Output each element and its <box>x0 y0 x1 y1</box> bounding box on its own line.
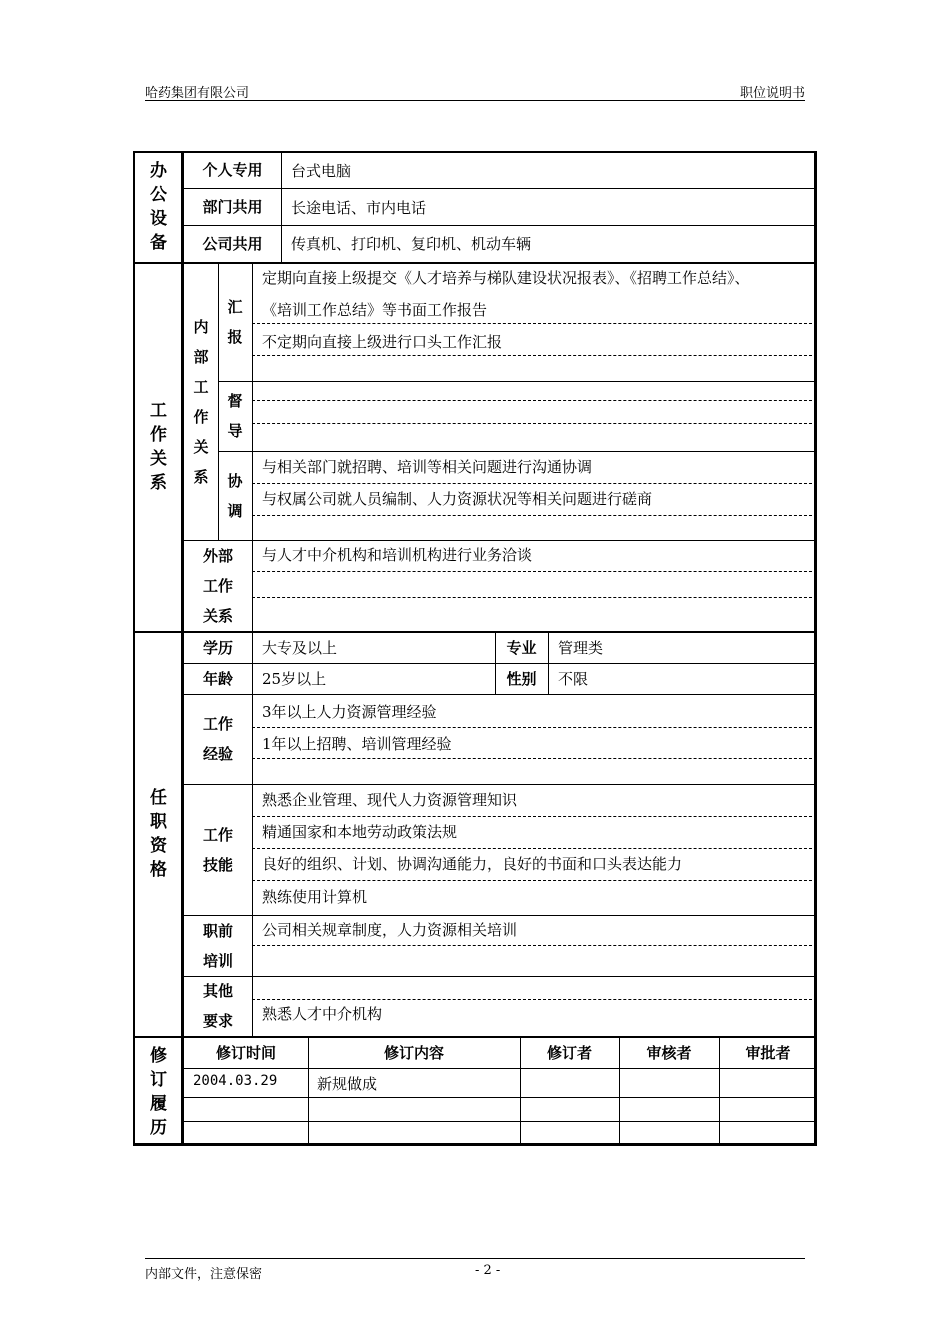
report-line-2: 《培训工作总结》等书面工作报告 <box>262 301 488 319</box>
page-header <box>145 82 805 101</box>
age-label: 年龄 <box>202 670 233 688</box>
coordinate-line-2: 与权属公司就人员编制、人力资源状况等相关问题进行磋商 <box>262 490 653 508</box>
revision-header-approver: 审批者 <box>745 1044 791 1062</box>
revision-header-date: 修订时间 <box>215 1044 276 1062</box>
education-label: 学历 <box>202 639 233 657</box>
pre-training-label: 职前 培训 <box>202 921 233 970</box>
pre-training-line-1: 公司相关规章制度，人力资源相关培训 <box>262 921 518 939</box>
page-number: - 2 - <box>475 1263 501 1278</box>
section-relations-label: 工 作 关 系 <box>150 401 167 493</box>
coordinate-line-1: 与相关部门就招聘、培训等相关问题进行沟通协调 <box>262 458 593 476</box>
section-qualifications-label: 任 职 资 格 <box>150 788 167 880</box>
skills-line-4: 熟练使用计算机 <box>262 888 368 906</box>
gender-value: 不限 <box>558 670 589 688</box>
supervise-label: 督 导 <box>227 392 243 440</box>
revision-header-reviser: 修订者 <box>546 1044 592 1062</box>
major-label: 专业 <box>506 639 537 657</box>
education-value: 大专及以上 <box>262 639 338 657</box>
report-label: 汇 报 <box>227 298 243 346</box>
company-name: 哈药集团有限公司 <box>145 86 250 101</box>
page-footer <box>145 1258 805 1282</box>
age-value: 25岁以上 <box>262 670 327 688</box>
revision-row-date: 2004.03.29 <box>193 1073 278 1089</box>
skills-line-1: 熟悉企业管理、现代人力资源管理知识 <box>262 791 518 809</box>
skills-line-2: 精通国家和本地劳动政策法规 <box>262 823 458 841</box>
other-line-1: 熟悉人才中介机构 <box>262 1005 383 1023</box>
section-revision-label: 修 订 履 历 <box>150 1045 167 1138</box>
job-description-table <box>133 151 817 1146</box>
major-value: 管理类 <box>558 639 604 657</box>
revision-header-checker: 审核者 <box>646 1044 692 1062</box>
equip-value-company: 传真机、打印机、复印机、机动车辆 <box>291 235 532 253</box>
revision-row-content: 新规做成 <box>317 1075 378 1093</box>
equip-value-personal: 台式电脑 <box>291 162 352 180</box>
equip-value-department: 长途电话、市内电话 <box>291 199 427 217</box>
gender-label: 性别 <box>506 670 537 688</box>
confidential-note: 内部文件，注意保密 <box>145 1267 263 1282</box>
report-line-3: 不定期向直接上级进行口头工作汇报 <box>262 333 503 351</box>
equip-label-department: 部门共用 <box>202 198 263 216</box>
skills-line-3: 良好的组织、计划、协调沟通能力，良好的书面和口头表达能力 <box>262 855 683 873</box>
other-requirements-label: 其他 要求 <box>202 982 233 1030</box>
equip-label-personal: 个人专用 <box>202 161 263 179</box>
document-title: 职位说明书 <box>739 86 805 101</box>
external-line-1: 与人才中介机构和培训机构进行业务洽谈 <box>262 546 533 564</box>
equip-label-company: 公司共用 <box>202 235 263 253</box>
internal-relations-label: 内 部 工 作 关 系 <box>193 317 209 486</box>
skills-label: 工作 技能 <box>202 825 233 874</box>
experience-line-2: 1年以上招聘、培训管理经验 <box>262 735 452 753</box>
section-equipment-label: 办 公 设 备 <box>150 160 167 253</box>
coordinate-label: 协 调 <box>227 471 243 520</box>
experience-line-1: 3年以上人力资源管理经验 <box>262 703 437 721</box>
experience-label: 工作 经验 <box>202 715 233 763</box>
external-relations-label: 外部 工作 关系 <box>202 546 233 625</box>
report-line-1: 定期向直接上级提交《人才培养与梯队建设状况报表》、《招聘工作总结》、 <box>262 269 750 287</box>
revision-header-content: 修订内容 <box>383 1044 444 1062</box>
